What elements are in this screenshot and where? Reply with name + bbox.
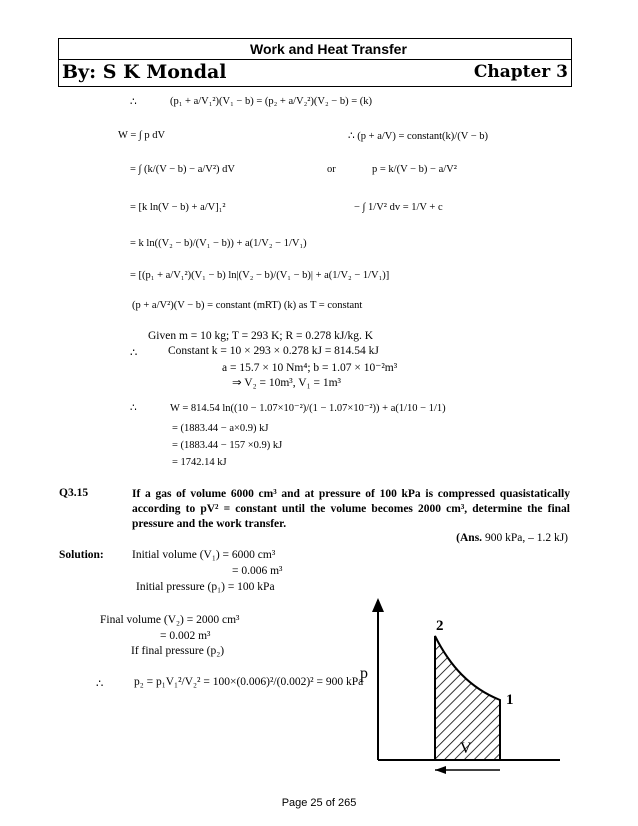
equation-line-1: (p₁ + a/V₁²)(V₁ − b) = (p₂ + a/V₂²)(V₂ − b) = (k) <box>170 96 372 107</box>
or-label: or <box>327 164 336 175</box>
equation-step-3: = [k ln(V − b) + a/V]₁² <box>130 202 226 213</box>
therefore-symbol: ∴ <box>130 97 137 108</box>
work-result-1: = (1883.44 − a×0.9) kJ <box>172 423 269 434</box>
header-author: By: S K Mondal <box>62 61 227 83</box>
therefore-symbol-4: ∴ <box>96 678 104 690</box>
pressure-equation: p = k/(V − b) − a/V² <box>372 164 457 175</box>
y-axis-arrow <box>372 598 384 612</box>
equation-step-5: = [(p₁ + a/V₁²)(V₁ − b) ln|(V₂ − b)/(V₁ − b)| + a(1/V₂ − 1/V₁)] <box>130 270 390 281</box>
final-volume-m3: = 0.002 m³ <box>160 630 211 642</box>
pv-diagram <box>360 596 570 780</box>
answer-line <box>456 532 568 544</box>
initial-pressure: Initial pressure (p₁) = 100 kPa <box>136 581 275 593</box>
initial-volume-m3: = 0.006 m³ <box>232 565 283 577</box>
y-axis-label: p <box>360 665 368 682</box>
solution-label: Solution: <box>59 549 104 561</box>
equation-step-6: (p + a/V²)(V − b) = constant (mRT) (k) as T = constant <box>132 300 363 311</box>
page-number: Page 25 of 265 <box>281 797 357 809</box>
work-result-2: = (1883.44 − 157 ×0.9) kJ <box>172 440 283 451</box>
work-result-3: = 1742.14 kJ <box>172 457 227 468</box>
question-number: Q3.15 <box>59 487 89 499</box>
header-title: Work and Heat Transfer <box>250 41 407 57</box>
answer-prefix: (Ans. <box>456 532 483 544</box>
volume-values: ⇒ V₂ = 10m³, V₁ = 1m³ <box>232 377 341 389</box>
integral-note: − ∫ 1/V² dv = 1/V + c <box>354 202 443 213</box>
answer-values: 900 kPa, – 1.2 kJ) <box>484 532 568 544</box>
pressure-relation: ∴ (p + a/V) = constant(k)/(V − b) <box>348 131 489 142</box>
therefore-symbol-3: ∴ <box>130 403 137 414</box>
constants-a-b: a = 15.7 × 10 Nm⁴; b = 1.07 × 10⁻²m³ <box>222 362 398 374</box>
point-1-label: 1 <box>506 692 514 708</box>
equation-step-4: = k ln((V₂ − b)/(V₁ − b)) + a(1/V₂ − 1/V₁) <box>130 238 307 249</box>
therefore-symbol-2: ∴ <box>130 347 138 359</box>
question-text: If a gas of volume 6000 cm³ and at pressure of 100 kPa is compressed quasistatically according to pV² = constant until the volume becomes 2000 cm³, determine the final pressure and the work transfer. <box>132 488 570 530</box>
work-calculation: W = 814.54 ln((10 − 1.07×10⁻²)/(1 − 1.07×10⁻²)) + a(1/10 − 1/1) <box>170 403 446 414</box>
equation-step-2: = ∫ (k/(V − b) − a/V²) dV <box>130 164 235 175</box>
initial-volume: Initial volume (V₁) = 6000 cm³ <box>132 549 276 561</box>
point-2-label: 2 <box>436 618 444 634</box>
final-volume: Final volume (V₂) = 2000 cm³ <box>100 614 240 626</box>
constant-k: Constant k = 10 × 293 × 0.278 kJ = 814.54 kJ <box>168 345 379 357</box>
given-values: Given m = 10 kg; T = 293 K; R = 0.278 kJ/kg. K <box>148 330 374 342</box>
p2-equation: p₂ = p₁V₁²/V₂² = 100×(0.006)²/(0.002)² = 900 kPa <box>134 676 364 688</box>
x-axis-label: V <box>460 740 472 757</box>
final-pressure-label: If final pressure (p₂) <box>131 645 225 657</box>
v-arrow-head <box>435 766 446 774</box>
header-divider <box>58 59 572 60</box>
work-definition: W = ∫ p dV <box>118 130 166 141</box>
header-chapter: Chapter 3 <box>473 62 568 82</box>
